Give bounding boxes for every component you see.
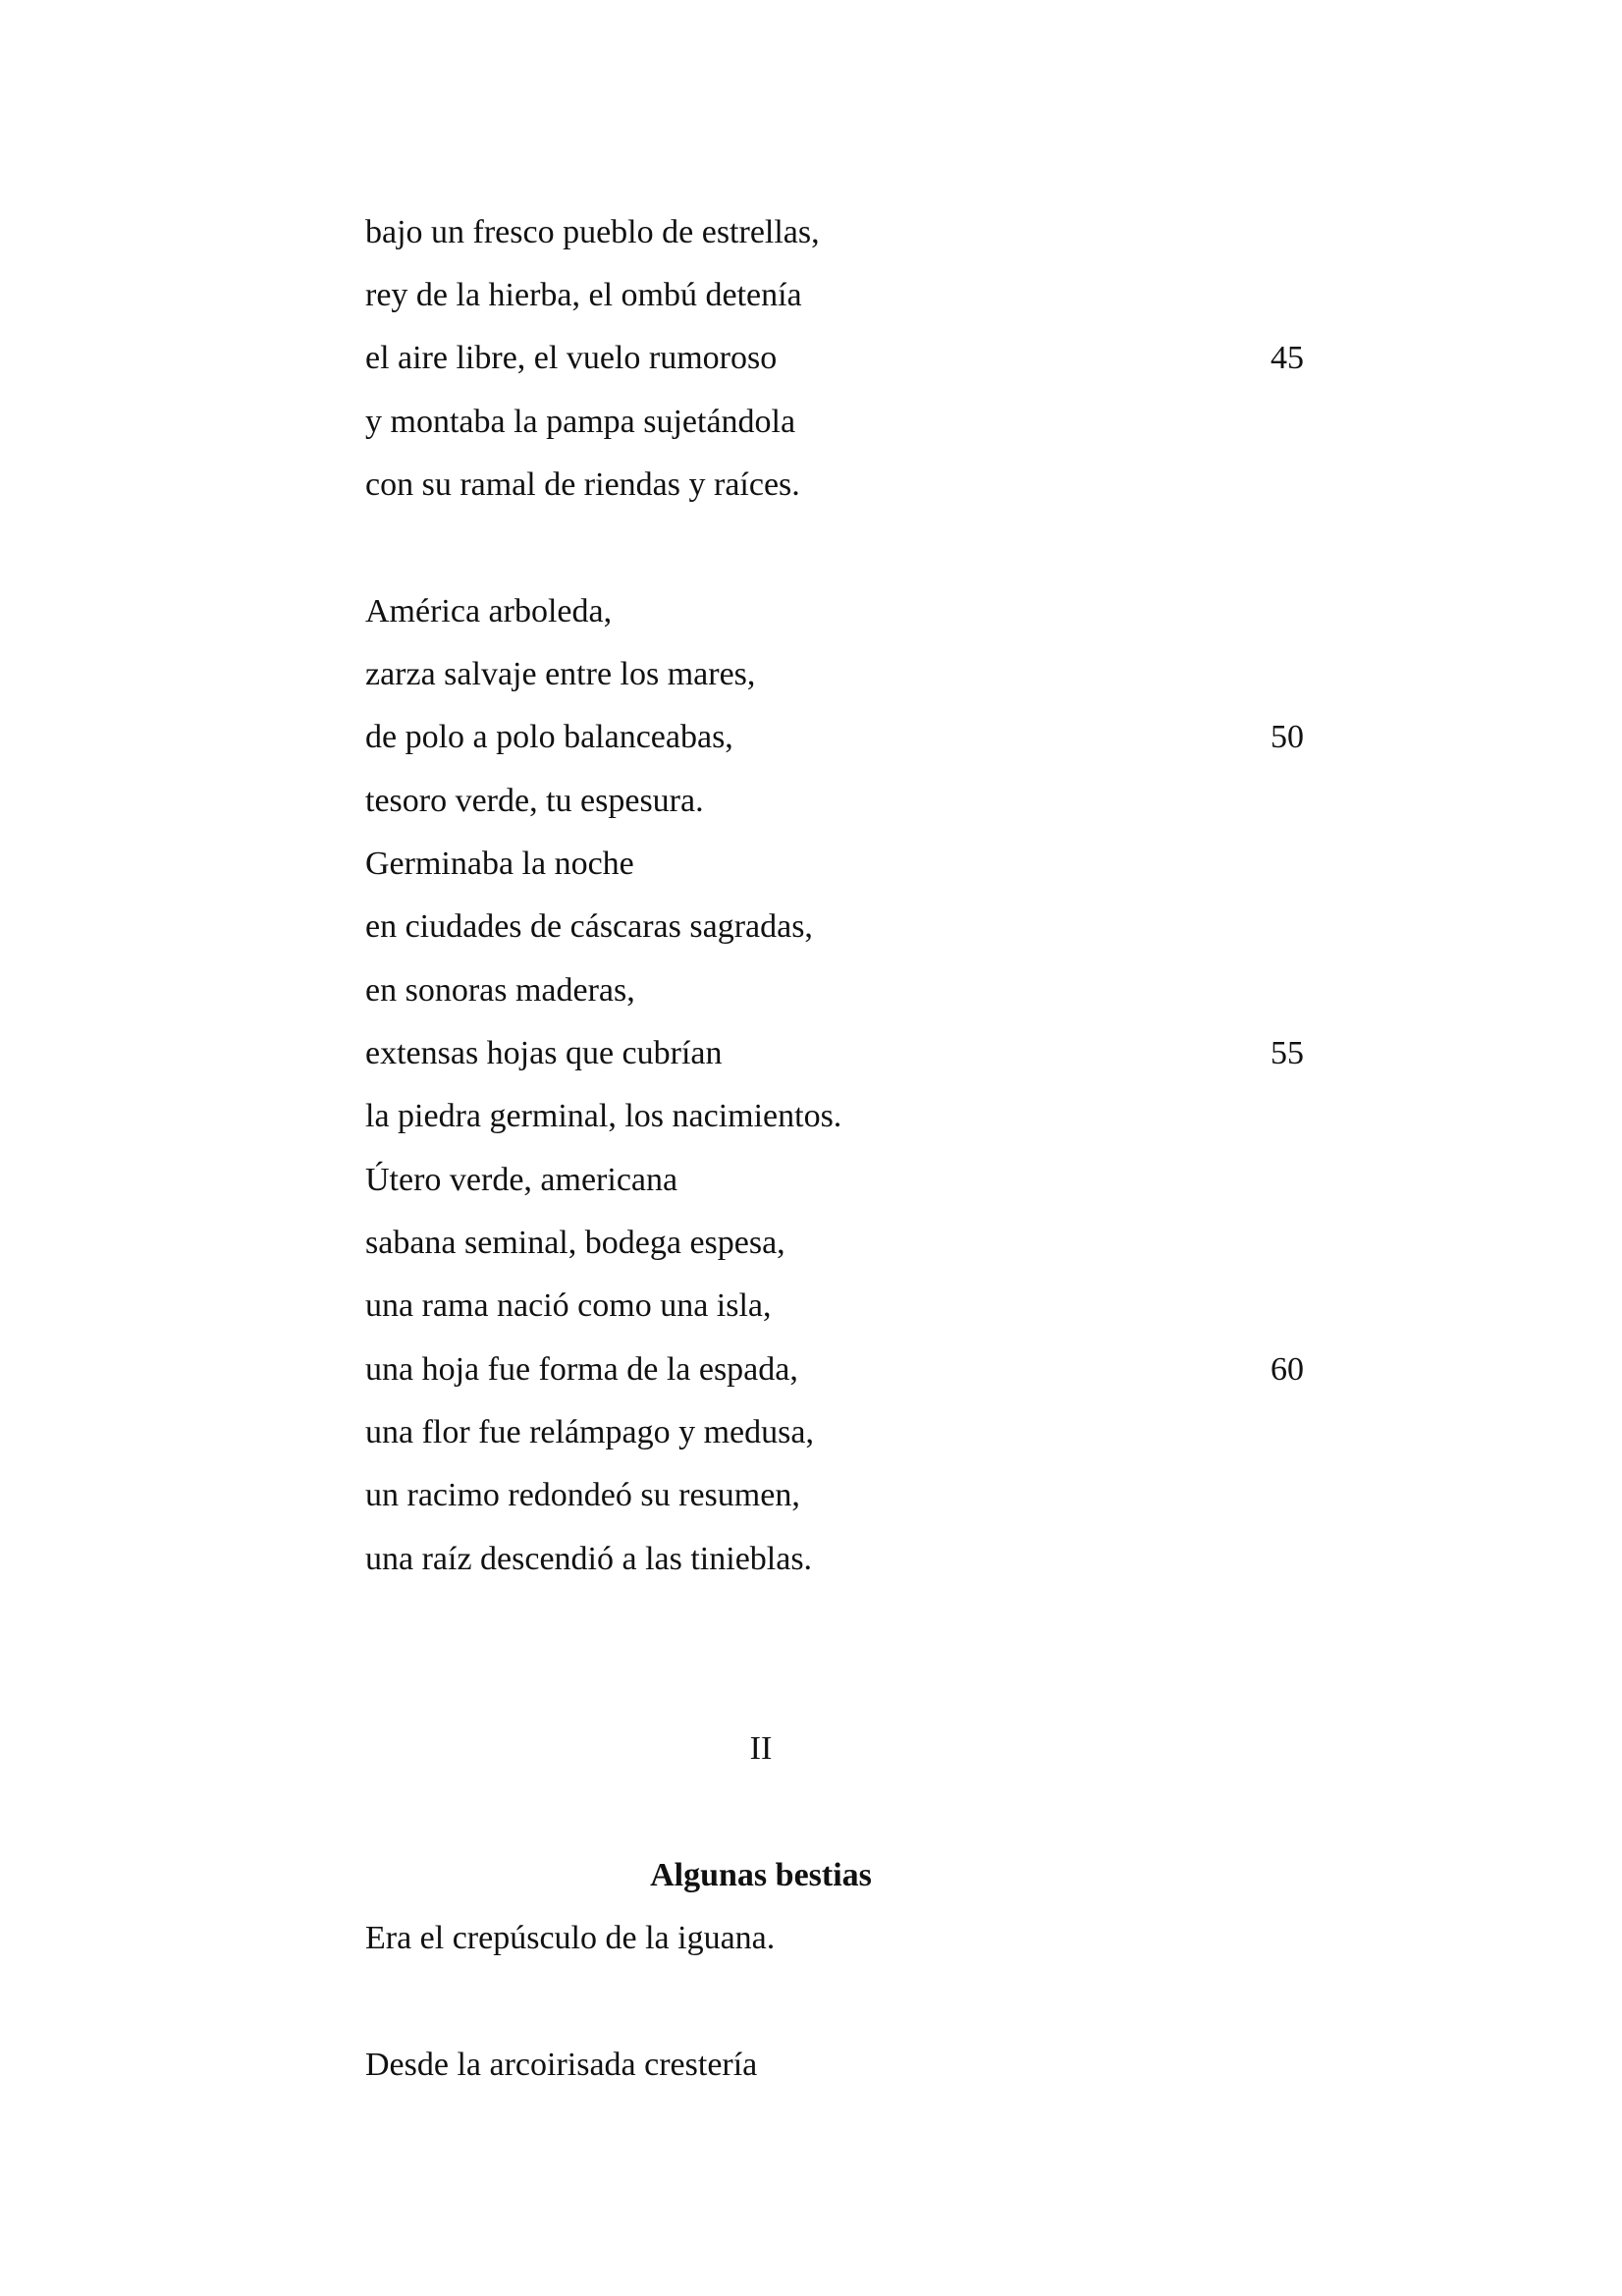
verse-line: América arboleda, [365,593,613,629]
verse-line: el aire libre, el vuelo rumoroso [365,340,778,376]
verse-line: una flor fue relámpago y medusa, [365,1414,814,1450]
verse-line: rey de la hierba, el ombú detenía [365,277,802,313]
verse-line: de polo a polo balanceabas, [365,719,733,755]
verse-line: la piedra germinal, los nacimientos. [365,1098,842,1134]
verse-line: Desde la arcoirisada crestería [365,2047,758,2083]
verse-line: una raíz descendió a las tinieblas. [365,1541,813,1577]
line-number: 50 [1271,719,1304,755]
verse-line: Útero verde, americana [365,1162,678,1198]
verse-line: sabana seminal, bodega espesa, [365,1225,785,1261]
verse-line: una rama nació como una isla, [365,1287,772,1324]
verse-line: bajo un fresco pueblo de estrellas, [365,214,820,250]
verse-line: extensas hojas que cubrían [365,1035,723,1071]
section-numeral: II [749,1730,773,1767]
verse-line: en sonoras maderas, [365,972,635,1009]
verse-line: Era el crepúsculo de la iguana. [365,1920,776,1956]
line-number: 55 [1271,1035,1304,1071]
section-title: Algunas bestias [650,1857,872,1893]
line-number: 60 [1271,1351,1304,1388]
verse-line: en ciudades de cáscaras sagradas, [365,908,813,945]
line-number: 45 [1271,340,1304,376]
verse-line: zarza salvaje entre los mares, [365,656,756,692]
verse-line: tesoro verde, tu espesura. [365,783,704,819]
verse-line: una hoja fue forma de la espada, [365,1351,798,1388]
verse-line: un racimo redondeó su resumen, [365,1477,800,1513]
verse-line: Germinaba la noche [365,846,634,882]
verse-line: con su ramal de riendas y raíces. [365,466,800,503]
verse-line: y montaba la pampa sujetándola [365,404,796,440]
